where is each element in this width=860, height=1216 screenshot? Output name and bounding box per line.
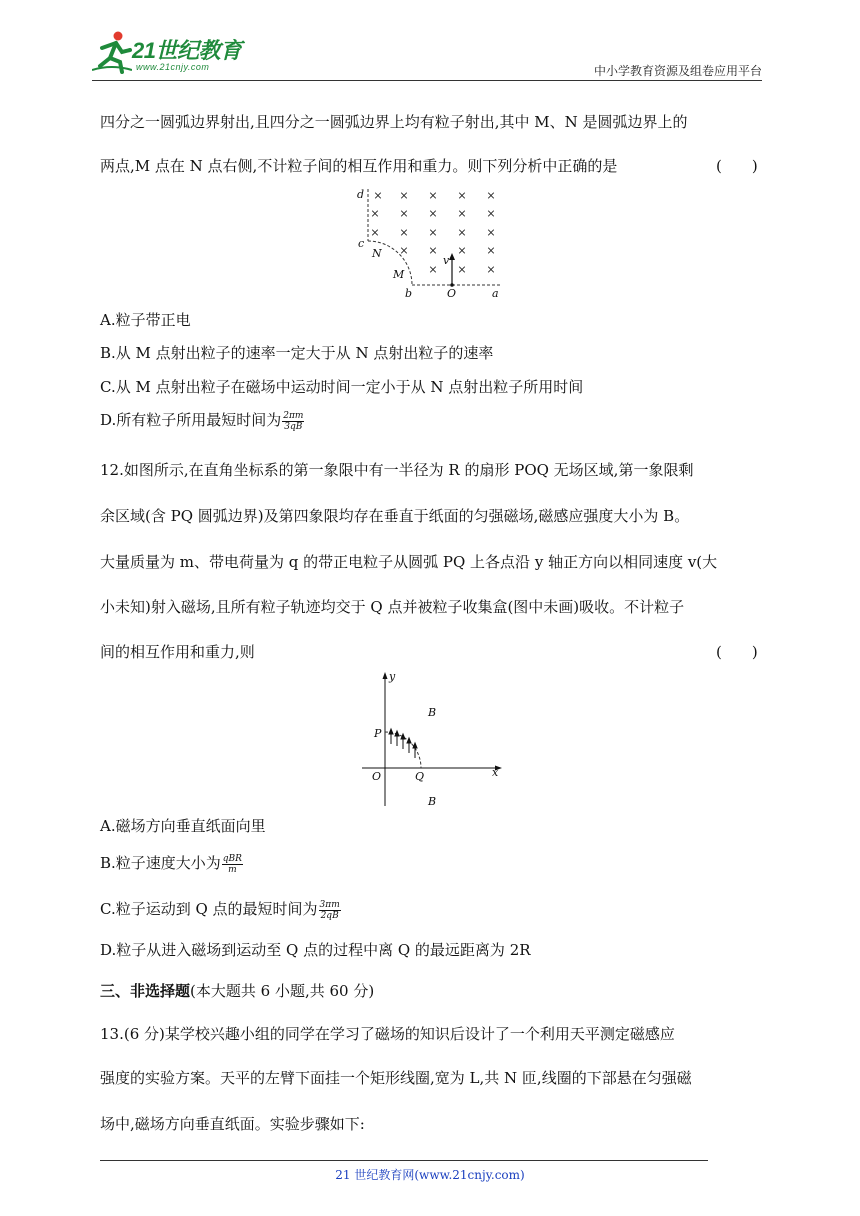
- fig11-cross: ×: [370, 207, 380, 220]
- fig11-cross: ×: [428, 226, 438, 239]
- q12-option-c-text: C.粒子运动到 Q 点的最短时间为: [100, 900, 318, 918]
- fig11-cross: ×: [399, 189, 409, 202]
- footer-text: 21 世纪教育网(www.21cnjy.com): [335, 1168, 525, 1182]
- fig11-cross: ×: [486, 189, 496, 202]
- q13-line-1: 13.(6 分)某学校兴趣小组的同学在学习了磁场的知识后设计了一个利用天平测定磁感应: [100, 1025, 675, 1043]
- q13-line-3: 场中,磁场方向垂直纸面。实验步骤如下:: [100, 1115, 365, 1133]
- fig11-label-c: c: [358, 237, 365, 250]
- fraction-denominator: 3qB: [284, 421, 303, 432]
- fig11-label-v: v: [443, 254, 450, 267]
- q11-option-a: A.粒子带正电: [100, 311, 191, 329]
- q12-line-1: 12.如图所示,在直角坐标系的第一象限中有一半径为 R 的扇形 POQ 无场区域,第一象限剩: [100, 461, 694, 479]
- q11-answer-paren: ( ): [716, 157, 758, 175]
- q12-line-5: 间的相互作用和重力,则: [100, 643, 255, 661]
- fig11-label-d: d: [357, 188, 365, 201]
- fig11-label-m: M: [393, 268, 405, 281]
- q11-option-d-text: D.所有粒子所用最短时间为: [100, 411, 282, 429]
- q11-option-d: [100, 410, 304, 432]
- q11-option-c: C.从 M 点射出粒子在磁场中运动时间一定小于从 N 点射出粒子所用时间: [100, 378, 584, 396]
- header-platform-text: 中小学教育资源及组卷应用平台: [593, 64, 762, 78]
- header-divider: [92, 80, 762, 81]
- section-three-heading: [100, 981, 374, 1001]
- fig12-label-p: P: [374, 727, 382, 740]
- fraction-numerator: 3πm: [319, 899, 340, 910]
- fraction-denominator: 2qB: [320, 910, 339, 921]
- q12-line-2: 余区域(含 PQ 圆弧边界)及第四象限均存在垂直于纸面的匀强磁场,磁感应强度大小为 B。: [100, 507, 690, 525]
- fraction-numerator: qBR: [222, 853, 242, 864]
- fig11-cross: ×: [373, 189, 383, 202]
- fig11-cross: ×: [428, 263, 438, 276]
- fig12-label-y: y: [389, 670, 396, 683]
- fig12-label-b-upper: B: [428, 706, 437, 719]
- q11-option-d-fraction: [282, 411, 304, 432]
- q12-answer-paren: ( ): [716, 643, 758, 661]
- footer-divider: [100, 1160, 708, 1161]
- fig11-label-n: N: [372, 247, 382, 260]
- runner-logo-icon: [92, 30, 132, 74]
- fraction-denominator: m: [228, 864, 237, 875]
- fig11-cross: ×: [428, 244, 438, 257]
- fig11-cross: ×: [486, 226, 496, 239]
- q12-line-3: 大量质量为 m、带电荷量为 q 的带正电粒子从圆弧 PQ 上各点沿 y 轴正方向以相同速度 v(大: [100, 553, 718, 571]
- q12-figure: [358, 668, 508, 810]
- fig11-cross: ×: [428, 207, 438, 220]
- fraction-numerator: 2πm: [283, 410, 304, 421]
- fig11-cross: ×: [486, 207, 496, 220]
- fig11-cross: ×: [399, 226, 409, 239]
- fig11-cross: ×: [457, 207, 467, 220]
- q12-option-d: D.粒子从进入磁场到运动至 Q 点的过程中离 Q 的最远距离为 2R: [100, 941, 531, 959]
- fig11-cross: ×: [457, 189, 467, 202]
- q12-option-c-fraction: [319, 900, 341, 921]
- page-header: [0, 0, 860, 80]
- q11-line-1: 四分之一圆弧边界射出,且四分之一圆弧边界上均有粒子射出,其中 M、N 是圆弧边界上的: [100, 113, 688, 131]
- q12-option-b-text: B.粒子速度大小为: [100, 854, 221, 872]
- fig12-label-o: O: [372, 770, 382, 783]
- q12-option-b: [100, 853, 243, 875]
- q13-line-2: 强度的实验方案。天平的左臂下面挂一个矩形线圈,宽为 L,共 N 匝,线圈的下部悬在匀强磁: [100, 1069, 692, 1087]
- q11-line-2: 两点,M 点在 N 点右侧,不计粒子间的相互作用和重力。则下列分析中正确的是: [100, 157, 618, 175]
- q12-option-b-fraction: [222, 854, 243, 875]
- fig11-label-b: b: [405, 287, 413, 300]
- fig11-cross: ×: [457, 244, 467, 257]
- fig11-cross: ×: [457, 263, 467, 276]
- site-logo: [92, 30, 267, 78]
- q11-figure: [355, 185, 505, 300]
- fig11-cross: ×: [486, 263, 496, 276]
- q11-option-b: B.从 M 点射出粒子的速率一定大于从 N 点射出粒子的速率: [100, 344, 494, 362]
- fig12-label-q: Q: [415, 770, 425, 783]
- section-three-detail: (本大题共 6 小题,共 60 分): [190, 982, 375, 1000]
- q12-line-4: 小未知)射入磁场,且所有粒子轨迹均交于 Q 点并被粒子收集盒(图中未画)吸收。不计粒子: [100, 598, 685, 616]
- fig12-label-b-lower: B: [428, 795, 437, 808]
- logo-text: 21世纪教育: [132, 38, 242, 63]
- fig12-label-x: x: [492, 766, 499, 779]
- fig11-cross: ×: [486, 244, 496, 257]
- fig11-label-o: O: [447, 287, 457, 300]
- q12-option-a: A.磁场方向垂直纸面向里: [100, 817, 266, 835]
- section-three-title: 三、非选择题: [100, 982, 191, 1000]
- fig11-cross: ×: [457, 226, 467, 239]
- fig11-cross: ×: [370, 226, 380, 239]
- fig11-cross: ×: [428, 189, 438, 202]
- fig11-cross: ×: [399, 244, 409, 257]
- logo-url: www.21cnjy.com: [136, 62, 210, 72]
- fig11-label-a: a: [492, 287, 499, 300]
- fig11-cross: ×: [399, 207, 409, 220]
- q12-option-c: [100, 899, 341, 921]
